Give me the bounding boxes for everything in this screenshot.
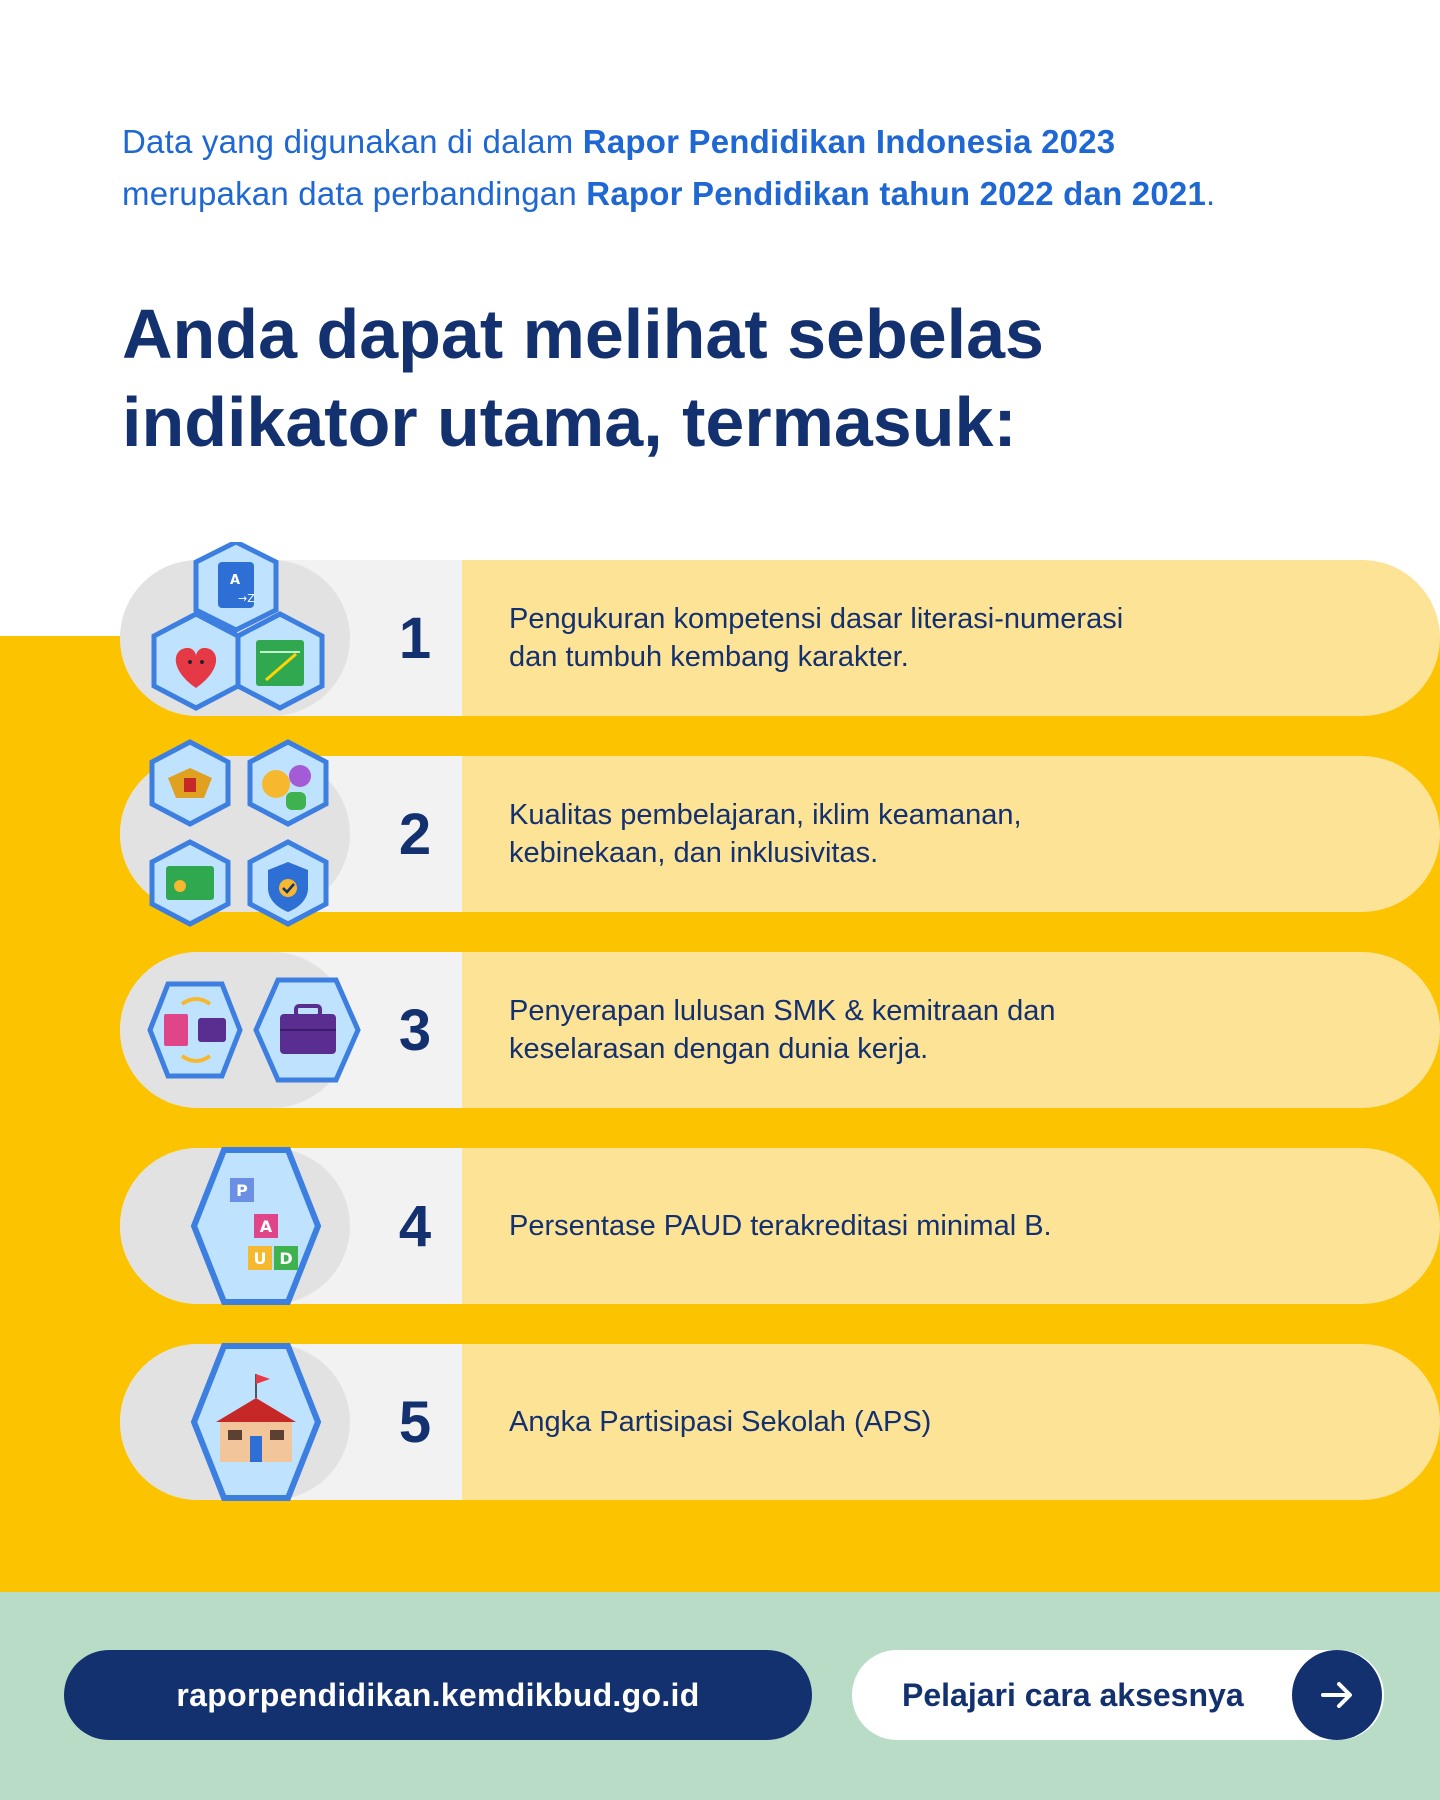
paud-blocks-icon [110, 1130, 370, 1322]
indicator-1-icons [110, 542, 370, 734]
numeracy-board-icon [238, 614, 322, 708]
svg-text:P: P [236, 1181, 248, 1200]
indicator-description [509, 1344, 1249, 1500]
indicator-description-line: keselarasan dengan dunia kerja. [509, 1033, 929, 1065]
learn-access-button[interactable] [852, 1650, 1384, 1740]
indicator-2-icons [110, 738, 370, 930]
page-headline [122, 290, 1322, 466]
headline-line: Anda dapat melihat sebelas [122, 295, 1044, 373]
indicator-3-icons [110, 934, 370, 1126]
intro-highlight-report-2023: Rapor Pendidikan Indonesia 2023 [582, 123, 1116, 160]
learn-access-label: Pelajari cara aksesnya [902, 1676, 1244, 1713]
indicator-number: 5 [398, 1389, 432, 1455]
indicator-number: 2 [398, 801, 432, 867]
indicator-row-4 [120, 1148, 1320, 1304]
indicator-description-line: Penyerapan lulusan SMK & kemitraan dan [509, 995, 1056, 1027]
svg-text:→Z: →Z [238, 592, 255, 605]
garuda-emblem-icon [152, 742, 228, 824]
briefcase-icon [256, 980, 358, 1080]
indicator-description [509, 1148, 1249, 1304]
indicator-description-line: Pengukuran kompetensi dasar literasi-numerasi [509, 603, 1124, 635]
heart-character-icon [154, 614, 238, 708]
indicator-description-line: Kualitas pembelajaran, iklim keamanan, [509, 799, 1022, 831]
indicator-description [509, 560, 1249, 716]
intro-text-part: Data yang digunakan di dalam [122, 123, 583, 160]
indicator-number: 3 [398, 997, 432, 1063]
indicator-description-line: Persentase PAUD terakreditasi minimal B. [509, 1210, 1052, 1242]
intro-text [122, 116, 1362, 220]
website-url-label: raporpendidikan.kemdikbud.go.id [176, 1676, 700, 1713]
indicator-description-line: kebinekaan, dan inklusivitas. [509, 837, 879, 869]
book-briefcase-exchange-icon [150, 984, 240, 1076]
classroom-board-icon [152, 842, 228, 924]
intro-highlight-report-years: Rapor Pendidikan tahun 2022 dan 2021 [586, 175, 1207, 212]
arrow-right-icon[interactable] [1292, 1650, 1382, 1740]
indicator-description [509, 952, 1249, 1108]
svg-text:A: A [259, 1217, 273, 1236]
indicator-row-1 [120, 560, 1320, 716]
security-shield-icon [250, 842, 326, 924]
headline-line: indikator utama, termasuk: [122, 383, 1017, 461]
intro-text-part: merupakan data perbandingan [122, 175, 587, 212]
school-building-icon [110, 1326, 370, 1518]
indicator-description-line: Angka Partisipasi Sekolah (APS) [509, 1406, 932, 1438]
diversity-characters-icon [250, 742, 326, 824]
svg-text:U: U [253, 1249, 267, 1268]
indicator-description-line: dan tumbuh kembang karakter. [509, 641, 909, 673]
intro-text-part: . [1206, 175, 1216, 212]
indicator-row-5 [120, 1344, 1320, 1500]
website-url-button[interactable] [64, 1650, 812, 1740]
indicator-number: 4 [398, 1193, 432, 1259]
svg-text:A: A [230, 573, 241, 588]
literacy-book-icon [196, 542, 276, 630]
indicator-number: 1 [398, 605, 432, 671]
indicator-description [509, 756, 1249, 912]
indicator-row-3 [120, 952, 1320, 1108]
indicator-row-2 [120, 756, 1320, 912]
svg-text:D: D [279, 1249, 293, 1268]
